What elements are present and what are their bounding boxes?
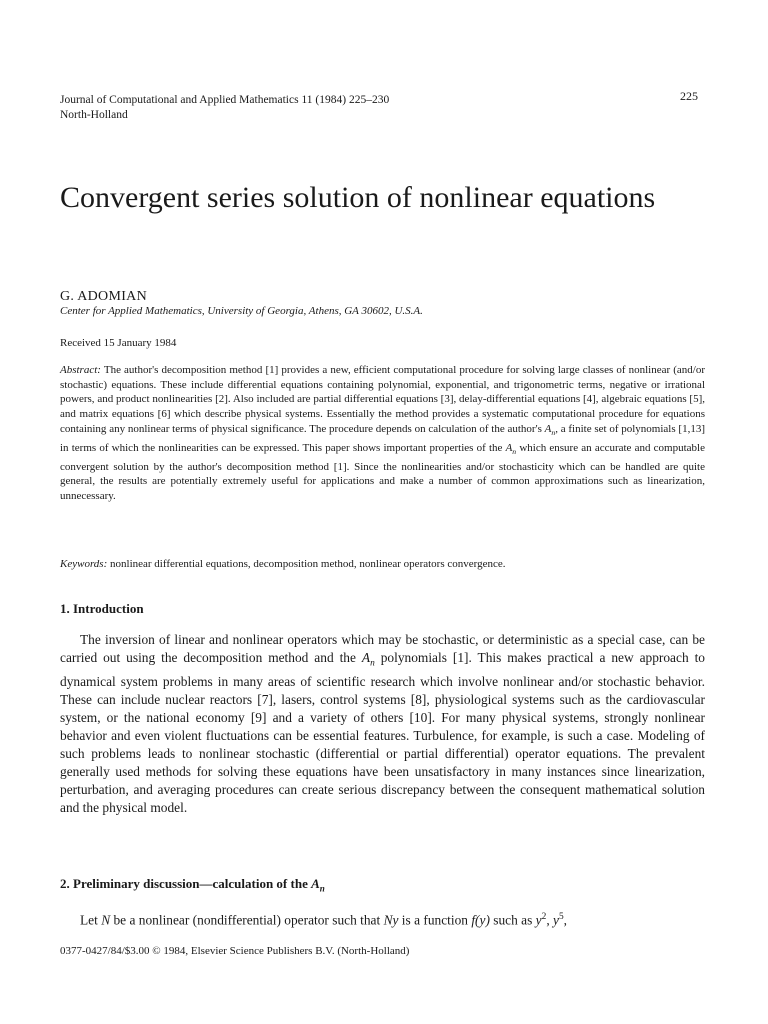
section-2-symbol-a: A: [311, 876, 320, 891]
introduction-paragraph: [60, 631, 705, 817]
intro-text-1: The inversion of linear and nonlinear operators which may be stochastic, or deterministic as a special case, can be carried out using the decomposition method and the: [60, 632, 705, 665]
abstract-label: Abstract:: [60, 364, 101, 376]
intro-symbol-a: A: [361, 650, 371, 665]
s2-text-2: be a nonlinear (nondifferential) operator such that: [110, 912, 384, 928]
section-2-heading: [60, 876, 325, 894]
abstract-text-2: , a finite set of polynomials [1,13] in terms of which the nonlinearities can be expressed. This paper shows important properties of the: [60, 422, 705, 454]
paper-title: Convergent series solution of nonlinear equations: [60, 181, 656, 214]
s2-comma-2: ,: [563, 912, 568, 928]
s2-text-1: Let: [80, 912, 102, 928]
section-2-heading-text: 2. Preliminary discussion—calculation of the: [60, 876, 312, 891]
abstract-symbol-n: n: [551, 428, 556, 437]
intro-symbol-n: n: [370, 658, 375, 669]
journal-citation: Journal of Computational and Applied Mathematics 11 (1984) 225–230: [60, 94, 390, 106]
s2-text-4: such as: [489, 912, 536, 928]
received-date: Received 15 January 1984: [60, 337, 177, 349]
abstract-symbol-a-2: A: [505, 441, 513, 454]
s2-symbol-y-2: y: [553, 912, 559, 928]
copyright-footer: 0377-0427/84/$3.00 © 1984, Elsevier Science Publishers B.V. (North-Holland): [60, 945, 410, 957]
section-2-paragraph: [60, 908, 705, 929]
section-2-symbol-n: n: [319, 883, 325, 894]
s2-symbol-ny: Ny: [383, 912, 399, 928]
author-name: G. ADOMIAN: [60, 289, 147, 304]
s2-exponent-5: 5: [558, 912, 564, 922]
abstract-symbol-n-2: n: [512, 446, 517, 456]
s2-symbol-n-operator: N: [101, 912, 111, 928]
abstract-symbol-a: A: [544, 422, 552, 435]
keywords-label: Keywords:: [60, 558, 108, 570]
s2-symbol-y: y: [535, 912, 542, 928]
section-1-heading: 1. Introduction: [60, 601, 144, 616]
journal-header: [60, 93, 389, 123]
abstract-text-3: which ensure an accurate and computable convergent solution by the author's decomposition method [1]. Since the nonlinearities and/or stochasticity which can be handled are quite general, the results are potentially extremely useful for applications and make a number of common approximations such as linearization, unnecessary.: [60, 441, 705, 502]
intro-text-2: polynomials [1]. This makes practical a new approach to dynamical system problems in many areas of scientific research which involve nonlinear and/or stochastic behavior. These can include nuclear reactors [7], lasers, control systems [8], physiological systems such as the cardiovascular system, or the national economy [9] and a variety of others [10]. For many physical systems, strongly nonlinear behavior and even violent fluctuations can be essential features. Turbulence, for example, is such a case. Modeling of such problems leads to nonlinear stochastic (differential or partial differential) operator equations. The prevalent generally used methods for solving these equations have been unsatisfactory in many instances since linearization, perturbation, and averaging procedures can create serious discrepancy between the consequent mathematical solution and the physical model.: [60, 650, 706, 815]
s2-comma: ,: [546, 912, 554, 928]
keywords: [60, 558, 705, 570]
author-affiliation: Center for Applied Mathematics, University of Georgia, Athens, GA 30602, U.S.A.: [60, 305, 423, 317]
s2-text-3: is a function: [398, 912, 472, 928]
abstract: [60, 363, 705, 504]
page-number: 225: [680, 89, 698, 103]
s2-exponent-2: 2: [541, 912, 547, 922]
publisher: North-Holland: [60, 109, 128, 121]
abstract-text-1: The author's decomposition method [1] provides a new, efficient computational procedure for solving large classes of nonlinear (and/or stochastic) equations. These include differential equations containing polynomial, exponential, and trigonometric terms, negative or irrational powers, and product nonlinearities [2]. Also included are partial differential equations [3], delay-differential equations [4], algebraic equations [5], and matrix equations [6] which describe physical systems. Essentially the method provides a systematic computational procedure for equations containing any nonlinear terms of physical significance. The procedure depends on calculation of the author's: [60, 364, 705, 435]
s2-symbol-fy: f(y): [471, 912, 490, 928]
keywords-text: nonlinear differential equations, decomposition method, nonlinear operators convergence.: [107, 558, 506, 570]
